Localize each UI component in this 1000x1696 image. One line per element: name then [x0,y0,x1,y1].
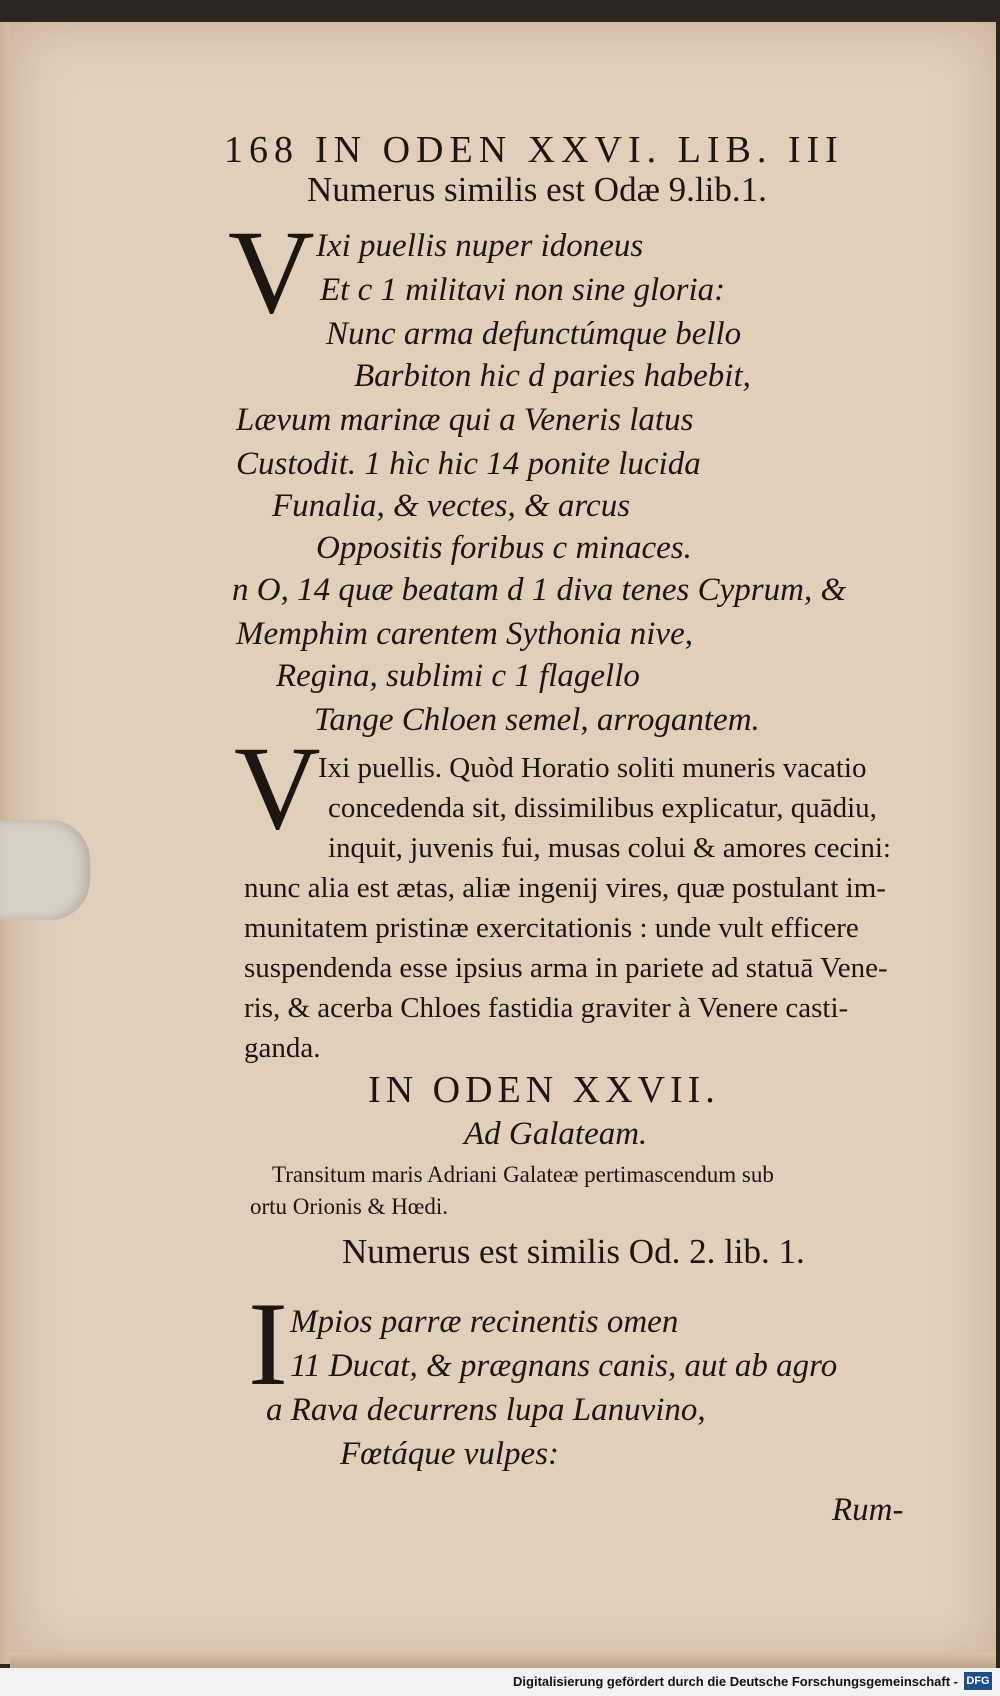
dfg-logo: DFG [964,1672,992,1690]
verse-line: Lævum marinæ qui a Veneris latus [236,402,694,438]
verse-line: Et c 1 militavi non sine gloria: [320,272,726,308]
drop-cap: I [248,1277,288,1410]
commentary-line: nunc alia est ætas, aliæ ingenij vires, quæ postulant im- [244,872,886,904]
commentary-line: ris, & acerba Chloes fastidia graviter à Venere casti- [244,992,849,1024]
verse-line: Tange Chloen semel, arrogantem. [314,702,760,738]
verse-line: n O, 14 quæ beatam d 1 diva tenes Cyprum, & [232,572,847,608]
meter-note: Numerus similis est Odæ 9.lib.1. [307,170,767,209]
commentary-line: inquit, juvenis fui, musas colui & amores cecini: [328,832,891,864]
verse-line: Nunc arma defunctúmque bello [326,316,742,352]
page-number: 168 [224,129,299,171]
ode-heading: IN ODEN XXVII. [368,1069,720,1111]
verse-line: Memphim carentem Sythonia nive, [236,616,693,652]
verse-line: a Rava decurrens lupa Lanuvino, [266,1392,706,1428]
verse-line: Barbiton hic d paries habebit, [354,358,751,394]
verse-line: Fœtáque vulpes: [340,1436,560,1472]
commentary-line: munitatem pristinæ exercitationis : unde vult efficere [244,912,859,944]
verse-line: Mpios parræ recinentis omen [290,1304,679,1340]
book-page [10,22,996,1664]
verse-line: Custodit. 1 hìc hic 14 ponite lucida [236,446,701,482]
commentary-line: Ixi puellis. Quòd Horatio soliti muneris vacatio [318,752,867,784]
ode-subheading: Ad Galateam. [464,1116,648,1152]
running-title: IN ODEN XXVI. LIB. III [315,129,844,171]
verse-line: 11 Ducat, & prægnans canis, aut ab agro [290,1348,838,1384]
meter-note: Numerus est similis Od. 2. lib. 1. [342,1232,805,1271]
commentary-line: ganda. [244,1032,321,1064]
drop-cap: V [228,205,315,338]
catchword: Rum- [832,1492,904,1528]
commentary-line: suspendenda esse ipsius arma in pariete ad statuā Vene- [244,952,888,984]
commentary-line: concedenda sit, dissimilibus explicatur, quādiu, [328,792,877,824]
funding-credit: Digitalisierung gefördert durch die Deutsche Forschungsgemeinschaft - [513,1674,958,1689]
verse-line: Funalia, & vectes, & arcus [272,488,631,524]
argument-line: Transitum maris Adriani Galateæ pertimascendum sub [272,1162,774,1187]
verse-line: Ixi puellis nuper idoneus [316,228,644,264]
verse-line: Oppositis foribus c minaces. [316,530,692,566]
footer-bar [0,1668,1000,1696]
page-edge-bottom [10,1652,996,1668]
argument-line: ortu Orionis & Hœdi. [250,1194,449,1219]
page-clip [0,820,90,920]
verse-line: Regina, sublimi c 1 flagello [276,658,640,694]
commentary-drop-cap: V [234,721,321,854]
